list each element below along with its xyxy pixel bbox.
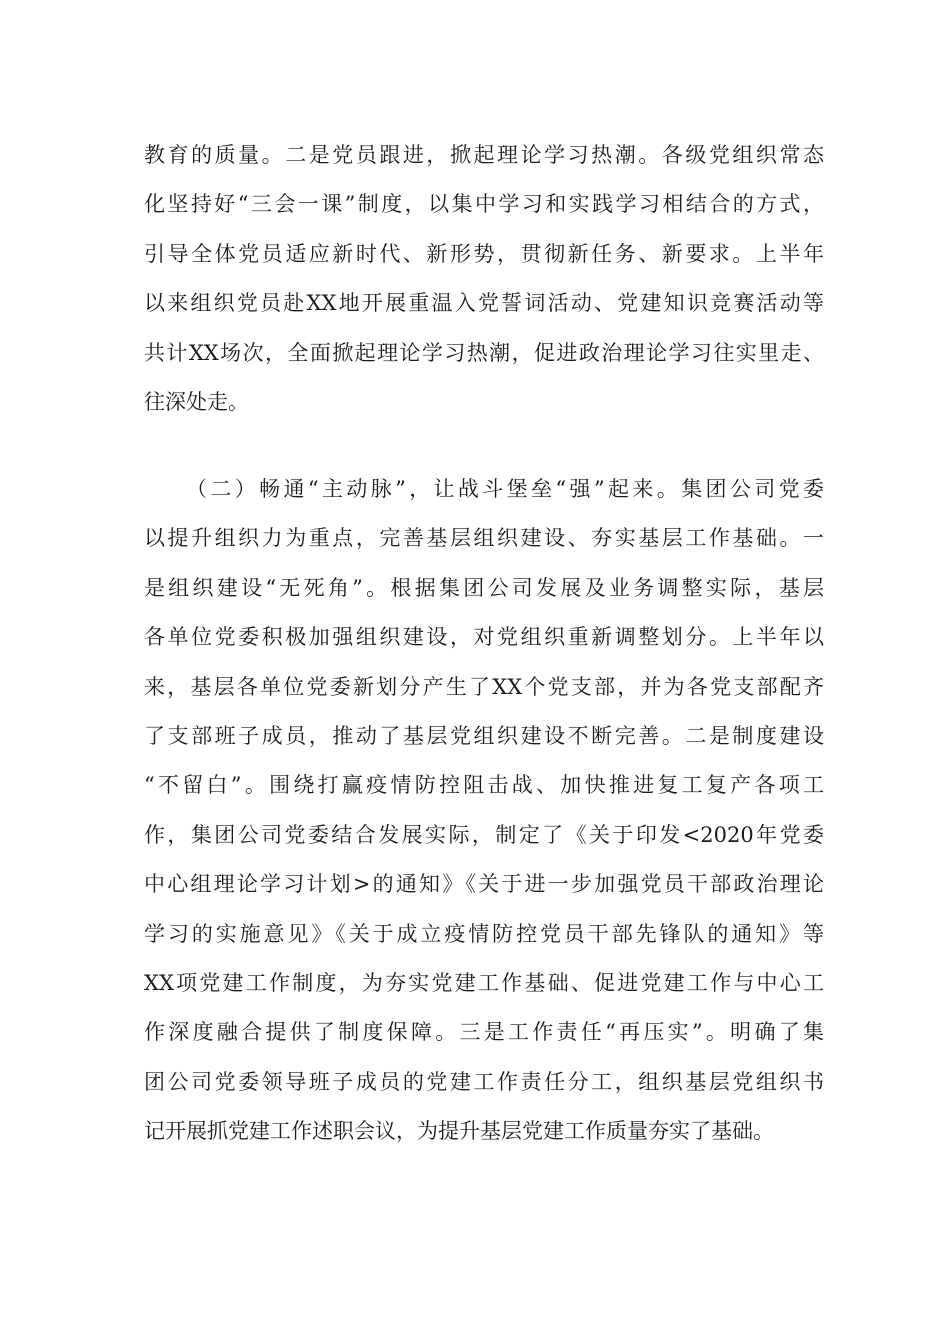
text-line: 来，基层各单位党委新划分产生了XX个党支部，并为各党支部配齐	[144, 674, 824, 699]
text-line: 中心组理论学习计划>的通知》《关于进一步加强党员干部政治理论	[144, 872, 824, 897]
text-line: 化坚持好“三会一课”制度，以集中学习和实践学习相结合的方式，	[144, 192, 824, 217]
text-line: 作深度融合提供了制度保障。三是工作责任“再压实”。明确了集	[144, 1020, 824, 1045]
text-line: “不留白”。围绕打赢疫情防控阻击战、加快推进复工复产各项工	[144, 773, 824, 798]
text-line: 以来组织党员赴XX地开展重温入党誓词活动、党建知识竞赛活动等	[144, 291, 824, 316]
paragraph-organization-building	[144, 465, 824, 1156]
text-line: 各单位党委积极加强组织建设，对党组织重新调整划分。上半年以	[144, 625, 824, 650]
text-line: 是组织建设“无死角”。根据集团公司发展及业务调整实际，基层	[144, 575, 824, 600]
text-line: 了支部班子成员，推动了基层党组织建设不断完善。二是制度建设	[144, 723, 824, 748]
text-line: 记开展抓党建工作述职会议，为提升基层党建工作质量夯实了基础。	[144, 1119, 774, 1144]
text-line: 团公司党委领导班子成员的党建工作责任分工，组织基层党组织书	[144, 1069, 824, 1094]
text-line: 共计XX场次，全面掀起理论学习热潮，促进政治理论学习往实里走、	[144, 340, 824, 365]
text-line: XX项党建工作制度，为夯实党建工作基础、促进党建工作与中心工	[144, 970, 824, 995]
text-line: 引导全体党员适应新时代、新形势，贯彻新任务、新要求。上半年	[144, 241, 824, 266]
text-line: 学习的实施意见》《关于成立疫情防控党员干部先锋队的通知》等	[144, 921, 824, 946]
text-line: 教育的质量。二是党员跟进，掀起理论学习热潮。各级党组织常态	[144, 143, 824, 167]
section-heading-line: （二）畅通“主动脉”，让战斗堡垒“强”起来。集团公司党委	[186, 477, 824, 501]
text-line: 以提升组织力为重点，完善基层组织建设、夯实基层工作基础。一	[144, 526, 824, 551]
text-line: 往深处走。	[144, 389, 249, 414]
text-line: 作，集团公司党委结合发展实际，制定了《关于印发<2020年党委	[144, 822, 824, 847]
paragraph-party-member-study	[144, 131, 824, 427]
